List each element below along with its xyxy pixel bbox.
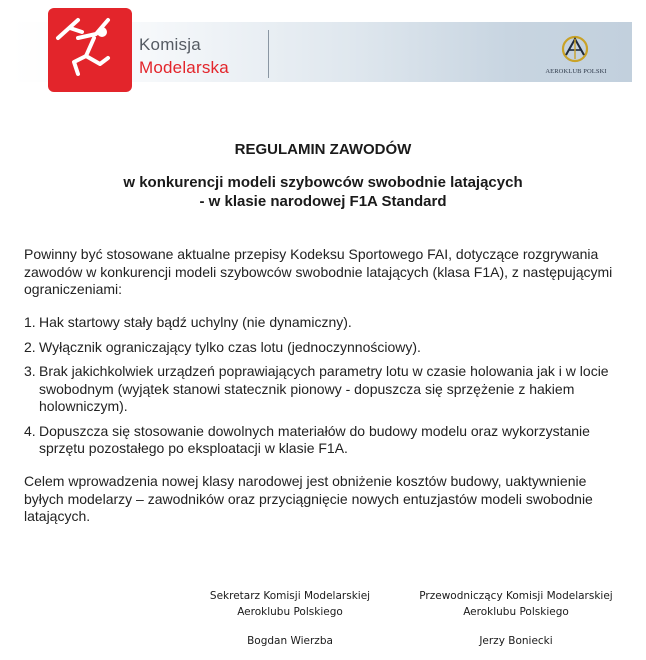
list-item bbox=[24, 314, 624, 332]
signature-right-name: Jerzy Boniecki bbox=[479, 635, 553, 647]
list-item bbox=[24, 423, 624, 458]
header-divider bbox=[268, 30, 269, 78]
rule-text: Hak startowy stały bądź uchylny (nie dynamiczny). bbox=[39, 314, 352, 330]
page-title: REGULAMIN ZAWODÓW bbox=[234, 141, 412, 158]
rule-text: Dopuszcza się stosowanie dowolnych materiałów do budowy modelu oraz wykorzystanie sprzętu pozostałego po eksploatacji w klasie F1A. bbox=[39, 422, 590, 456]
rule-text: Brak jakichkolwiek urządzeń poprawiających parametry lotu w czasie holowania jak i w locie swobodnym (wyjątek stanowi statecznik pionowy - dopuszcza się sprzężenie z hakiem holowniczym). bbox=[39, 363, 609, 414]
signature-left-role bbox=[170, 588, 410, 620]
signature-right-role-line2: Aeroklubu Polskiego bbox=[463, 606, 569, 618]
modeler-figure-logo-icon bbox=[48, 8, 132, 92]
org-name-line2: Modelarska bbox=[139, 58, 229, 77]
signature-left-role-line1: Sekretarz Komisji Modelarskiej bbox=[209, 590, 371, 602]
rule-text: Wyłącznik ograniczający tylko czas lotu (jednoczynnościowy). bbox=[39, 338, 421, 355]
signature-left-name: Bogdan Wierzba bbox=[247, 635, 333, 647]
aeroklub-emblem-icon bbox=[558, 33, 592, 65]
rule-number: 1. bbox=[24, 314, 36, 330]
signature-left-role-line2: Aeroklubu Polskiego bbox=[237, 606, 343, 618]
signature-right-role-line1: Przewodniczący Komisji Modelarskiej bbox=[419, 590, 613, 602]
rules-list bbox=[24, 314, 624, 465]
rule-number: 3. bbox=[24, 363, 36, 379]
rule-number: 2. bbox=[24, 338, 36, 355]
rule-number: 4. bbox=[24, 422, 36, 439]
komisja-logo bbox=[48, 8, 132, 92]
list-item bbox=[24, 363, 624, 416]
partner-name: AEROKLUB POLSKI bbox=[545, 68, 607, 75]
list-item bbox=[24, 339, 624, 357]
intro-paragraph: Powinny być stosowane aktualne przepisy Kodeksu Sportowego FAI, dotyczące rozgrywania zawodów w konkurencji modeli szybowców swobodnie latających (klasa F1A), z następującymi ograniczeniami: bbox=[24, 246, 613, 297]
subtitle-line2: - w klasie narodowej F1A Standard bbox=[199, 193, 447, 210]
org-name-line1: Komisja bbox=[139, 35, 201, 54]
subtitle-line1: w konkurencji modeli szybowców swobodnie latających bbox=[123, 174, 523, 191]
conclusion-paragraph: Celem wprowadzenia nowej klasy narodowej jest obniżenie kosztów budowy, uaktywnienie byłych modelarzy – zawodników oraz przyciągnięcie nowych entuzjastów modeli swobodnie latających. bbox=[24, 473, 593, 524]
signature-right-role bbox=[396, 588, 636, 620]
